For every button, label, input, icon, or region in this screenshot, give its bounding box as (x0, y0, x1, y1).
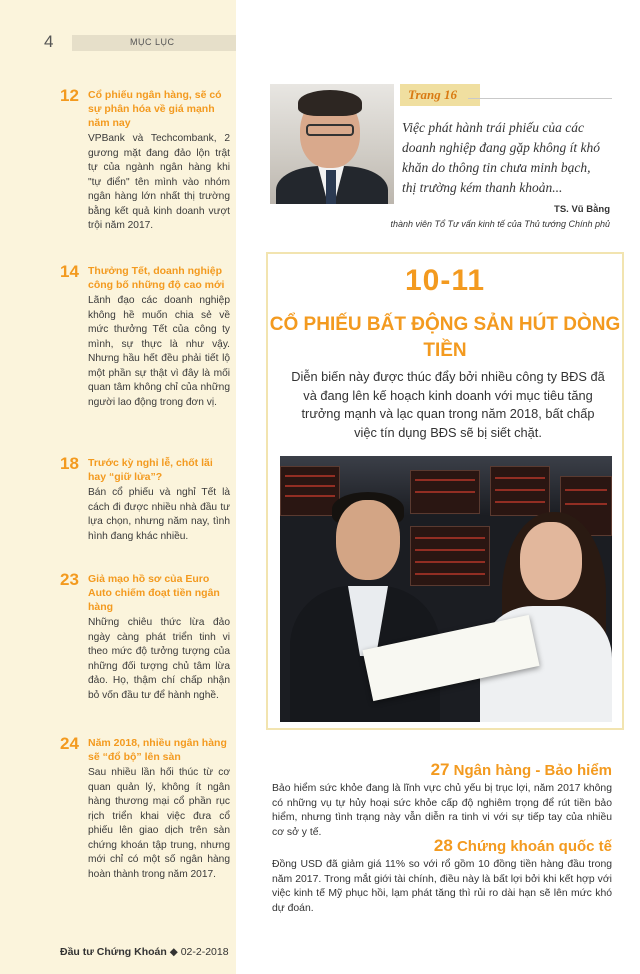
toc-page-number: 14 (60, 262, 79, 281)
toc-description: VPBank và Techcombank, 2 gương mặt đang đảo lộn trật tự của ngành ngân hàng khi "tự điển" tên mình vào nhóm ngân hàng lớn nhất thị trường bằng kết quả kinh doanh vượt trội năm 2017. (88, 133, 230, 231)
quote-author-role: thành viên Tổ Tư vấn kinh tế của Thủ tướng Chính phủ (390, 219, 610, 229)
page-number: 4 (44, 32, 54, 51)
toc-arrow (226, 744, 236, 762)
toc-title[interactable]: Năm 2018, nhiều ngân hàng sẽ “đổ bộ” lên sàn (88, 737, 227, 763)
toc-arrow (226, 580, 236, 598)
bottom-page-number: 28 (433, 836, 453, 855)
toc-item-12[interactable] (60, 88, 230, 234)
toc-title[interactable]: Giả mạo hồ sơ của Euro Auto chiếm đoạt tiền ngân hàng (88, 573, 220, 613)
toc-page-number: 12 (60, 86, 79, 105)
toc-arrow (226, 96, 236, 114)
toc-item-23[interactable] (60, 572, 230, 703)
bottom-page-number: 27 (430, 760, 450, 779)
bottom-description: Đồng USD đã giảm giá 11% so với rổ gồm 10 đồng tiền hàng đầu trong năm 2017. Trong mắt giới tài chính, điều này là bất lợi bởi khi kết hợp với việc kinh tế Mỹ phục hồi, lạm phát tăng thì rủi ro dài hạn sẽ lên mức khó dự đoán. (272, 859, 612, 914)
toc-item-28[interactable] (272, 836, 612, 916)
author-portrait (270, 84, 394, 204)
feature-description: Diễn biến này được thúc đẩy bởi nhiều công ty BĐS đã và đang lên kế hoạch kinh doanh với mục tiêu tăng trưởng mạnh và lạc quan trong năm 2018, bất chấp việc tín dụng BĐS sẽ bị siết chặt. (291, 369, 605, 440)
publication-name: Đầu tư Chứng Khoán (60, 946, 167, 958)
page-footer (60, 946, 229, 958)
toc-title[interactable]: Thưởng Tết, doanh nghiệp công bố những độ cao mới (88, 265, 225, 291)
toc-item-27[interactable] (272, 760, 612, 840)
toc-arrow (226, 464, 236, 482)
feature-photo (280, 456, 612, 722)
toc-title[interactable]: Trước kỳ nghỉ lễ, chốt lãi hay “giữ lửa”? (88, 457, 213, 483)
quote-text: Việc phát hành trái phiếu của các doanh nghiệp đang gặp không ít khó khăn do thông tin chưa minh bạch, thị trường kém thanh khoản... (402, 120, 600, 195)
bottom-heading[interactable] (272, 760, 612, 780)
toc-description: Những chiêu thức lừa đảo ngày càng phát triển tinh vi theo mức độ tưởng tượng của những đối tượng chủ tâm lừa đảo. Họ, thậm chí chấp nhận bỏ vốn đầu tư để hành nghề. (88, 617, 230, 701)
quote-card[interactable] (270, 84, 612, 234)
toc-description: Lãnh đạo các doanh nghiệp không hề muốn chia sẻ về mức thưởng Tết của công ty mình, sự thực là như vậy. Nhưng hầu hết đều phải tiết lộ một phần sự thật vì đây là mối quan tâm không chỉ của những người lao động trong đơn vị. (88, 295, 230, 408)
bottom-description: Bảo hiểm sức khỏe đang là lĩnh vực chủ yếu bị trục lợi, năm 2017 không có những vụ tự hủy hoại sức khỏe cấp độ nghiêm trọng để rút tiền bảo hiểm, nhưng tình trạng này vẫn diễn ra tinh vi với sự tiếp tay của nhiều cơ sở y tế. (272, 783, 612, 838)
toc-page-number: 18 (60, 454, 79, 473)
toc-item-14[interactable] (60, 264, 230, 410)
toc-arrow (226, 272, 236, 290)
feature-title[interactable]: CỔ PHIẾU BẤT ĐỘNG SẢN HÚT DÒNG TIỀN (269, 314, 621, 361)
bottom-title: Chứng khoán quốc tế (456, 838, 612, 855)
toc-item-18[interactable] (60, 456, 230, 544)
bottom-title: Ngân hàng - Bảo hiểm (453, 762, 612, 779)
diamond-icon: ◆ (169, 946, 178, 958)
toc-page-number: 23 (60, 570, 79, 589)
toc-title[interactable]: Cổ phiếu ngân hàng, sẽ có sự phân hóa về giá mạnh năm nay (88, 89, 222, 129)
section-label: MỤC LỤC (130, 37, 175, 47)
quote-author: TS. Vũ Bằng (554, 204, 610, 215)
publication-date: 02-2-2018 (180, 946, 229, 958)
toc-description: Bán cổ phiếu và nghỉ Tết là cách đi được nhiều nhà đầu tư lựa chọn, nhưng năm nay, tình hình đang khác nhiều. (88, 487, 230, 542)
toc-description: Sau nhiều lần hối thúc từ cơ quan quản lý, không ít ngân hàng thương mại cổ phần rục rịch triển khai việc đưa cổ phiếu lên giao dịch trên sàn chứng khoán tập trung, nhưng mới chỉ có một số ngân hàng hoàn thành trong năm 2017. (88, 767, 230, 880)
toc-page-number: 24 (60, 734, 79, 753)
feature-page-numbers: 10-11 (404, 264, 486, 297)
toc-item-24[interactable] (60, 736, 230, 882)
page-tag-label[interactable]: Trang 16 (408, 87, 457, 102)
bottom-heading[interactable] (272, 836, 612, 856)
divider (468, 98, 612, 99)
